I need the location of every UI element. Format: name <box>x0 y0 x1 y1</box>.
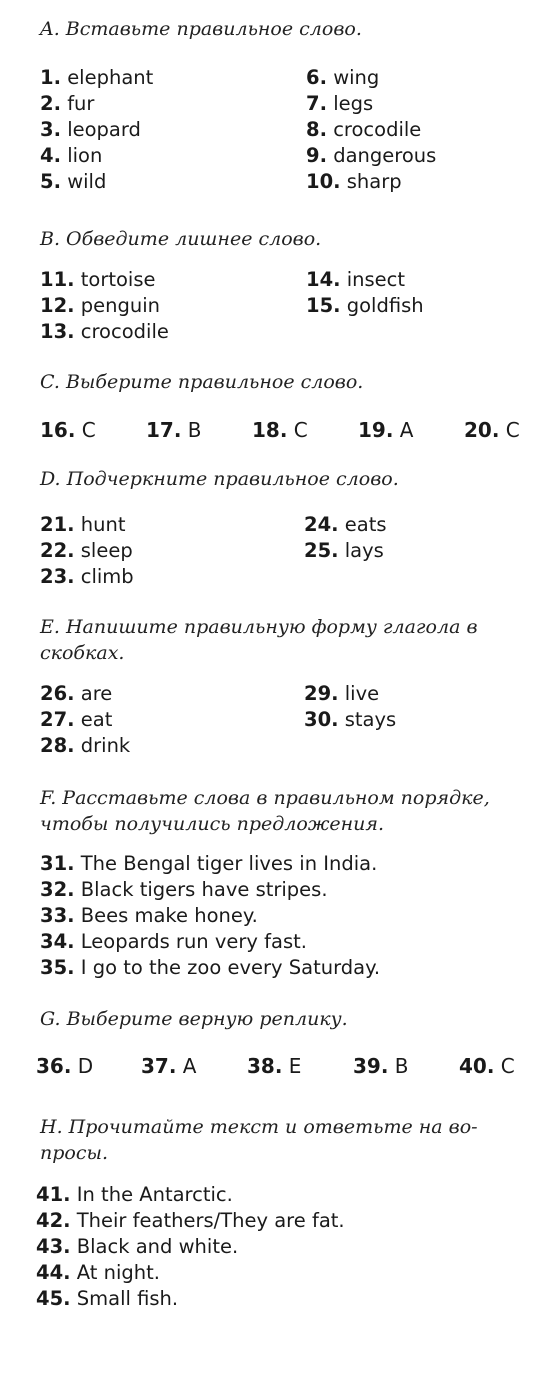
list-item <box>36 1182 233 1208</box>
item-answer: are <box>80 682 113 705</box>
list-item <box>304 538 384 564</box>
list-item <box>146 417 202 443</box>
item-answer: elephant <box>67 66 154 89</box>
item-answer: B <box>187 418 202 442</box>
item-number: 31. <box>40 852 75 875</box>
item-number: 1. <box>40 66 61 89</box>
section-c-heading: C. Выберите правильное слово. <box>40 371 364 393</box>
item-answer: C <box>81 418 96 442</box>
item-number: 10. <box>306 170 341 193</box>
item-number: 32. <box>40 878 75 901</box>
section-h-heading <box>40 1114 520 1166</box>
section-f-heading-line1: F. Расставьте слова в правильном порядке, <box>40 787 490 809</box>
section-e-heading-line1: E. Напишите правильную форму глагола в <box>40 616 478 638</box>
list-item <box>459 1053 515 1079</box>
list-item <box>306 267 405 293</box>
list-item <box>40 65 153 91</box>
list-item <box>306 65 379 91</box>
item-number: 33. <box>40 904 75 927</box>
item-answer: B <box>394 1054 409 1078</box>
item-number: 43. <box>36 1235 71 1258</box>
item-number: 3. <box>40 118 61 141</box>
item-answer: Black tigers have stripes. <box>80 878 328 901</box>
list-item <box>304 707 396 733</box>
section-b-heading: B. Обведите лишнее слово. <box>40 228 322 250</box>
item-answer: legs <box>333 92 374 115</box>
item-answer: sleep <box>80 539 133 562</box>
item-number: 24. <box>304 513 339 536</box>
section-f-heading <box>40 785 520 837</box>
item-answer: goldfish <box>346 294 424 317</box>
item-answer: C <box>505 418 520 442</box>
item-answer: C <box>293 418 308 442</box>
section-h-heading-line2: просы. <box>40 1142 108 1164</box>
item-answer: tortoise <box>80 268 156 291</box>
section-e-heading-line2: скобках. <box>40 642 125 664</box>
item-number: 6. <box>306 66 327 89</box>
section-g-heading: G. Выберите верную реплику. <box>40 1008 348 1030</box>
item-number: 27. <box>40 708 75 731</box>
list-item <box>306 169 402 195</box>
item-number: 2. <box>40 92 61 115</box>
item-number: 22. <box>40 539 75 562</box>
list-item <box>40 877 328 903</box>
section-d-heading: D. Подчеркните правильное слово. <box>40 468 399 490</box>
item-number: 45. <box>36 1287 71 1310</box>
item-answer: I go to the zoo every Saturday. <box>80 956 381 979</box>
item-number: 39. <box>353 1054 389 1078</box>
list-item <box>40 929 307 955</box>
item-answer: sharp <box>346 170 402 193</box>
list-item <box>306 143 436 169</box>
item-number: 20. <box>464 418 500 442</box>
list-item <box>40 851 377 877</box>
list-item <box>40 733 130 759</box>
item-number: 26. <box>40 682 75 705</box>
item-answer: climb <box>80 565 134 588</box>
list-item <box>358 417 413 443</box>
list-item <box>40 293 160 319</box>
list-item <box>40 169 106 195</box>
list-item <box>40 91 94 117</box>
item-answer: insect <box>346 268 406 291</box>
item-answer: leopard <box>67 118 141 141</box>
list-item <box>304 512 387 538</box>
item-number: 29. <box>304 682 339 705</box>
item-answer: C <box>500 1054 515 1078</box>
list-item <box>40 681 112 707</box>
list-item <box>40 319 169 345</box>
list-item <box>40 417 96 443</box>
item-number: 19. <box>358 418 394 442</box>
item-answer: Their feathers/They are fat. <box>76 1209 345 1232</box>
item-number: 5. <box>40 170 61 193</box>
section-h-heading-line1: H. Прочитайте текст и ответьте на во- <box>40 1116 478 1138</box>
item-number: 35. <box>40 956 75 979</box>
section-a-heading: A. Вставьте правильное слово. <box>40 18 362 40</box>
list-item <box>306 117 421 143</box>
item-answer: fur <box>67 92 95 115</box>
item-answer: lion <box>67 144 103 167</box>
section-e-heading <box>40 614 520 666</box>
list-item <box>36 1053 93 1079</box>
list-item <box>36 1208 345 1234</box>
list-item <box>353 1053 409 1079</box>
list-item <box>40 143 102 169</box>
item-answer: A <box>182 1054 197 1078</box>
item-number: 42. <box>36 1209 71 1232</box>
item-answer: wild <box>67 170 107 193</box>
section-f-heading-line2: чтобы получились предложения. <box>40 813 385 835</box>
item-number: 11. <box>40 268 75 291</box>
list-item <box>40 955 380 981</box>
item-answer: eats <box>344 513 387 536</box>
item-answer: In the Antarctic. <box>76 1183 233 1206</box>
item-answer: The Bengal tiger lives in India. <box>80 852 378 875</box>
list-item <box>40 564 134 590</box>
list-item <box>40 267 156 293</box>
item-number: 41. <box>36 1183 71 1206</box>
list-item <box>40 707 112 733</box>
item-answer: Leopards run very fast. <box>80 930 307 953</box>
list-item <box>304 681 379 707</box>
item-number: 8. <box>306 118 327 141</box>
list-item <box>306 91 373 117</box>
item-answer: A <box>399 418 414 442</box>
item-number: 40. <box>459 1054 495 1078</box>
item-answer: drink <box>80 734 131 757</box>
item-number: 14. <box>306 268 341 291</box>
item-number: 21. <box>40 513 75 536</box>
item-number: 23. <box>40 565 75 588</box>
item-number: 28. <box>40 734 75 757</box>
item-number: 36. <box>36 1054 72 1078</box>
list-item <box>40 538 133 564</box>
item-answer: D <box>77 1054 94 1078</box>
item-number: 7. <box>306 92 327 115</box>
item-number: 9. <box>306 144 327 167</box>
list-item <box>247 1053 301 1079</box>
list-item <box>464 417 520 443</box>
item-answer: Small fish. <box>76 1287 179 1310</box>
item-answer: hunt <box>80 513 126 536</box>
item-number: 34. <box>40 930 75 953</box>
item-answer: crocodile <box>80 320 169 343</box>
item-number: 12. <box>40 294 75 317</box>
item-number: 17. <box>146 418 182 442</box>
item-answer: dangerous <box>333 144 437 167</box>
item-number: 25. <box>304 539 339 562</box>
item-number: 44. <box>36 1261 71 1284</box>
item-number: 4. <box>40 144 61 167</box>
item-answer: eat <box>80 708 113 731</box>
item-number: 30. <box>304 708 339 731</box>
item-answer: At night. <box>76 1261 160 1284</box>
item-number: 15. <box>306 294 341 317</box>
item-answer: live <box>344 682 380 705</box>
item-number: 38. <box>247 1054 283 1078</box>
item-number: 37. <box>141 1054 177 1078</box>
list-item <box>40 117 141 143</box>
list-item <box>141 1053 196 1079</box>
item-answer: Black and white. <box>76 1235 239 1258</box>
item-answer: crocodile <box>333 118 422 141</box>
list-item <box>36 1260 160 1286</box>
list-item <box>36 1234 238 1260</box>
item-answer: penguin <box>80 294 160 317</box>
list-item <box>306 293 424 319</box>
item-answer: wing <box>333 66 380 89</box>
item-number: 16. <box>40 418 76 442</box>
list-item <box>40 903 258 929</box>
item-answer: Bees make honey. <box>80 904 258 927</box>
item-answer: stays <box>344 708 397 731</box>
item-number: 18. <box>252 418 288 442</box>
item-answer: E <box>288 1054 302 1078</box>
list-item <box>40 512 125 538</box>
list-item <box>36 1286 178 1312</box>
item-answer: lays <box>344 539 384 562</box>
list-item <box>252 417 308 443</box>
item-number: 13. <box>40 320 75 343</box>
